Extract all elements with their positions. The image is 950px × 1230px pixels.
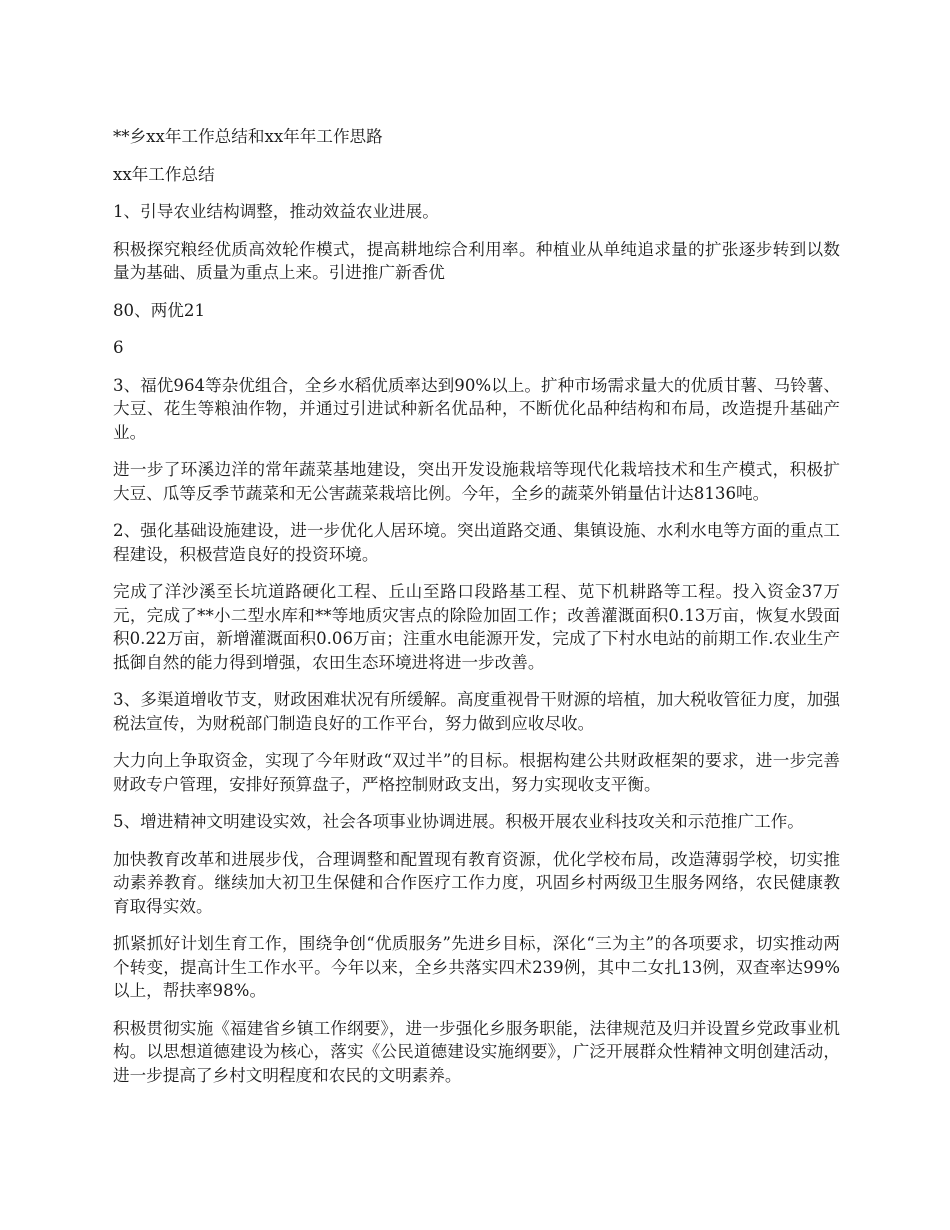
paragraph: 2、强化基础设施建设，进一步优化人居环境。突出道路交通、集镇设施、水利水电等方面的重点工程建设，积极营造良好的投资环境。: [113, 521, 840, 564]
paragraph: 进一步了环溪边洋的常年蔬菜基地建设，突出开发设施栽培等现代化栽培技术和生产模式，积极扩大豆、瓜等反季节蔬菜和无公害蔬菜栽培比例。今年，全乡的蔬菜外销量估计达8136吨。: [113, 460, 840, 503]
paragraph: 80、两优21: [113, 300, 206, 320]
paragraph: 大力向上争取资金，实现了今年财政“双过半”的目标。根据构建公共财政框架的要求，进一步完善财政专户管理，安排好预算盘子，严格控制财政支出，努力实现收支平衡。: [113, 751, 840, 794]
paragraph: 积极贯彻实施《福建省乡镇工作纲要》，进一步强化乡服务职能，法律规范及归并设置乡党政事业机构。以思想道德建设为核心，落实《公民道德建设实施纲要》，广泛开展群众性精神文明创建活动，进一步提高了乡村文明程度和农民的文明素养。: [113, 1018, 840, 1085]
paragraph: 加快教育改革和进展步伐，合理调整和配置现有教育资源，优化学校布局，改造薄弱学校，切实推动素养教育。继续加大初卫生保健和合作医疗工作力度，巩固乡村两级卫生服务网络，农民健康教育取得实效。: [113, 849, 840, 916]
paragraph: 完成了洋沙溪至长坑道路硬化工程、丘山至路口段路基工程、苋下机耕路等工程。投入资金37万元，完成了**小二型水库和**等地质灾害点的除险加固工作；改善灌溉面积0.13万亩，恢复水毁面积0.22万亩，新增灌溉面积0.06万亩；注重水电能源开发，完成了下村水电站的前期工作.农业生产抵御自然的能力得到增强，农田生态环境进将进一步改善。: [113, 582, 840, 672]
document-title: **乡xx年工作总结和xx年年工作思路: [113, 127, 383, 146]
paragraph: 6: [113, 338, 124, 357]
section-heading: xx年工作总结: [113, 164, 215, 184]
document-body: [113, 125, 840, 1101]
paragraph: 3、多渠道增收节支，财政困难状况有所缓解。高度重视骨干财源的培植，加大税收管征力度，加强税法宣传，为财税部门制造良好的工作平台，努力做到应收尽收。: [113, 690, 840, 733]
paragraph: 5、增进精神文明建设实效，社会各项事业协调进展。积极开展农业科技攻关和示范推广工作。: [113, 812, 804, 831]
paragraph: 积极探究粮经优质高效轮作模式，提高耕地综合利用率。种植业从单纯追求量的扩张逐步转到以数量为基础、质量为重点上来。引进推广新香优: [113, 239, 840, 282]
paragraph: 3、福优964等杂优组合，全乡水稻优质率达到90%以上。扩种市场需求量大的优质甘薯、马铃薯、大豆、花生等粮油作物，并通过引进试种新名优品种，不断优化品种结构和布局，改造提升基础产业。: [113, 375, 840, 442]
paragraph: 抓紧抓好计划生育工作，围绕争创“优质服务”先进乡目标，深化“三为主”的各项要求，切实推动两个转变，提高计生工作水平。今年以来，全乡共落实四术239例，其中二女扎13例，双查率达99%以上，帮扶率98%。: [113, 934, 840, 1000]
paragraph: 1、引导农业结构调整，推动效益农业进展。: [113, 202, 439, 221]
